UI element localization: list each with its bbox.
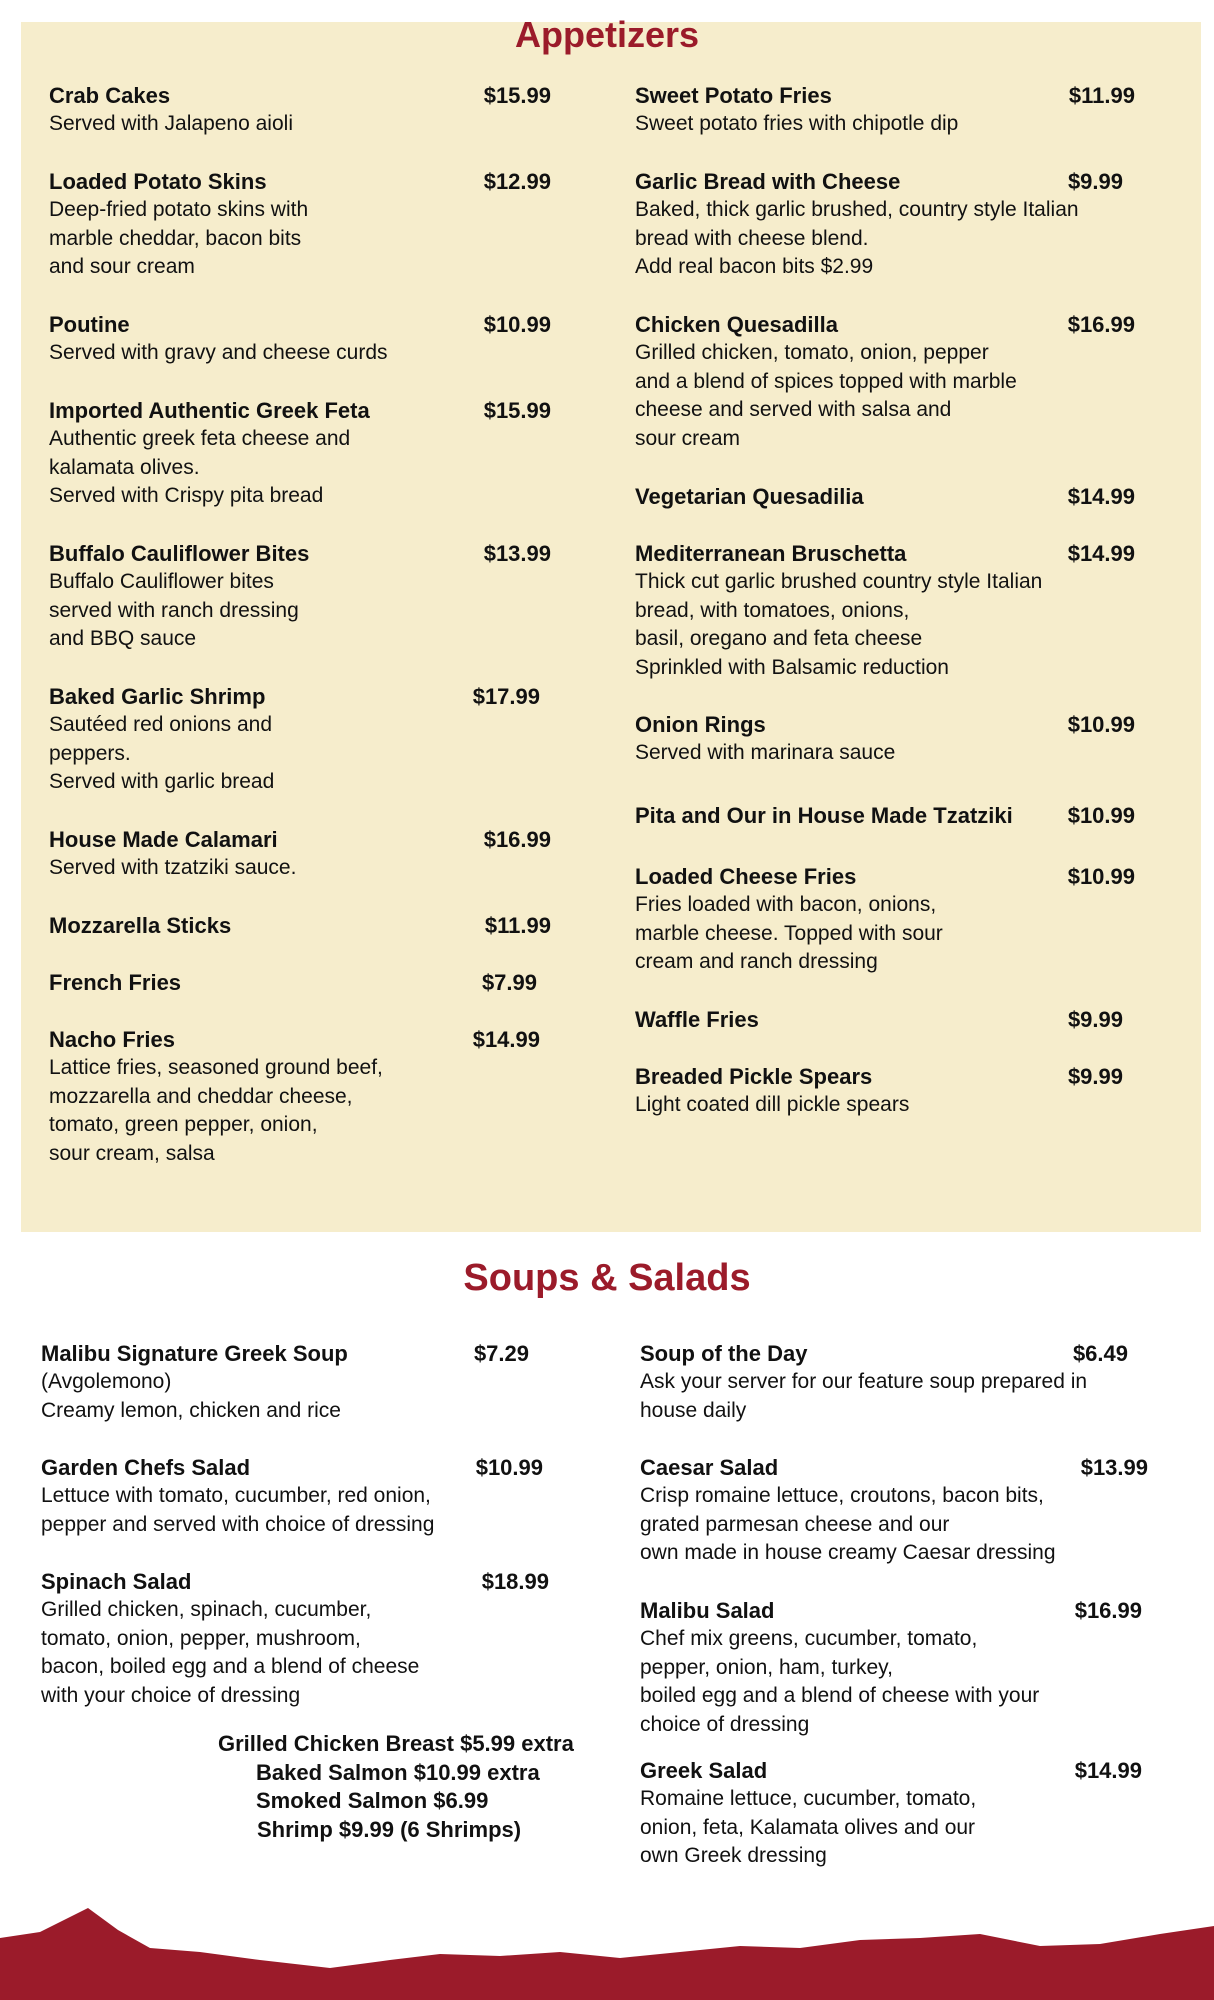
item-name: House Made Calamari xyxy=(49,827,278,852)
item-price: $10.99 xyxy=(1067,803,1135,828)
menu-item xyxy=(49,1026,540,1168)
item-name: Malibu Signature Greek Soup xyxy=(41,1341,348,1366)
item-name: Nacho Fries xyxy=(49,1027,175,1052)
item-name: Chicken Quesadilla xyxy=(635,312,838,337)
menu-item xyxy=(49,540,551,654)
menu-item xyxy=(640,1597,1142,1739)
menu-item xyxy=(49,311,551,368)
item-description: (Avgolemono) Creamy lemon, chicken and rice xyxy=(41,1370,341,1422)
menu-item xyxy=(41,1454,543,1539)
menu-item xyxy=(635,1063,1123,1120)
item-name: Garden Chefs Salad xyxy=(41,1455,251,1480)
menu-item xyxy=(635,1006,1123,1034)
menu-item xyxy=(49,82,551,139)
item-name: Spinach Salad xyxy=(41,1569,192,1594)
menu-item xyxy=(635,168,1135,282)
item-name: Onion Rings xyxy=(635,712,766,737)
menu-item xyxy=(640,1454,1148,1568)
item-name: Soup of the Day xyxy=(640,1341,808,1366)
item-price: $16.99 xyxy=(1074,1598,1142,1623)
item-description: Thick cut garlic brushed country style Italian bread, with tomatoes, onions, basil, oregano and feta cheese Sprinkled with Balsamic reduction xyxy=(635,570,1043,679)
item-price: $9.99 xyxy=(1067,1007,1123,1032)
soups-salads-title: Soups & Salads xyxy=(463,1257,751,1299)
item-name: Malibu Salad xyxy=(640,1598,775,1623)
item-name: Baked Garlic Shrimp xyxy=(49,684,266,709)
item-price: $18.99 xyxy=(481,1569,549,1594)
item-price: $17.99 xyxy=(472,684,540,709)
item-description: Sautéed red onions and peppers. Served with garlic bread xyxy=(49,713,275,793)
item-description: Buffalo Cauliflower bites served with ranch dressing and BBQ sauce xyxy=(49,570,299,650)
item-price: $6.49 xyxy=(1072,1341,1128,1366)
item-name: Pita and Our in House Made Tzatziki xyxy=(635,803,1013,828)
item-description: Baked, thick garlic brushed, country style Italian bread with cheese blend. Add real bacon bits $2.99 xyxy=(635,198,1079,278)
item-name: Crab Cakes xyxy=(49,83,171,108)
menu-item xyxy=(635,802,1135,830)
item-name: Mozzarella Sticks xyxy=(49,913,232,938)
item-name: Loaded Potato Skins xyxy=(49,169,267,194)
item-description: Crisp romaine lettuce, croutons, bacon bits, grated parmesan cheese and our own made in house creamy Caesar dressing xyxy=(640,1484,1056,1564)
item-name: Waffle Fries xyxy=(635,1007,759,1032)
menu-item xyxy=(635,711,1135,768)
menu-item xyxy=(49,969,537,997)
menu-item xyxy=(640,1340,1128,1425)
item-price: $14.99 xyxy=(1074,1758,1142,1783)
item-description: Grilled chicken, spinach, cucumber, tomato, onion, pepper, mushroom, bacon, boiled egg and a blend of cheese with your choice of dressing xyxy=(41,1598,420,1707)
item-price: $12.99 xyxy=(483,169,551,194)
item-name: Mediterranean Bruschetta xyxy=(635,541,907,566)
extra-option: Baked Salmon $10.99 extra xyxy=(256,1759,540,1785)
item-price: $13.99 xyxy=(1080,1455,1148,1480)
item-description: Served with tzatziki sauce. xyxy=(49,856,297,879)
item-description: Lettuce with tomato, cucumber, red onion, pepper and served with choice of dressing xyxy=(41,1484,435,1536)
menu-item xyxy=(635,483,1135,511)
item-price: $14.99 xyxy=(1067,484,1135,509)
item-price: $10.99 xyxy=(483,312,551,337)
item-name: Sweet Potato Fries xyxy=(635,83,832,108)
item-description: Ask your server for our feature soup prepared in house daily xyxy=(640,1370,1088,1422)
menu-item xyxy=(41,1340,529,1425)
item-price: $13.99 xyxy=(483,541,551,566)
item-name: French Fries xyxy=(49,970,182,995)
extra-option: Grilled Chicken Breast $5.99 extra xyxy=(218,1731,574,1756)
item-price: $10.99 xyxy=(1067,712,1135,737)
menu-item xyxy=(635,540,1135,682)
item-name: Caesar Salad xyxy=(640,1455,779,1480)
item-price: $11.99 xyxy=(1068,83,1135,108)
menu-item xyxy=(49,826,551,883)
item-price: $15.99 xyxy=(483,83,551,108)
item-price: $7.29 xyxy=(473,1341,529,1366)
item-price: $14.99 xyxy=(1067,541,1135,566)
item-price: $9.99 xyxy=(1067,1064,1123,1089)
item-description: Authentic greek feta cheese and kalamata olives. Served with Crispy pita bread xyxy=(49,427,351,507)
item-price: $11.99 xyxy=(484,913,551,938)
item-price: $15.99 xyxy=(483,398,551,423)
item-price: $16.99 xyxy=(483,827,551,852)
menu-item xyxy=(49,397,551,511)
item-description: Chef mix greens, cucumber, tomato, pepper, onion, ham, turkey, boiled egg and a blend of cheese with your choice of dressing xyxy=(640,1627,1040,1736)
item-description: Grilled chicken, tomato, onion, pepper and a blend of spices topped with marble cheese and served with salsa and sour cream xyxy=(635,341,1017,450)
menu-item xyxy=(49,683,540,797)
item-description: Fries loaded with bacon, onions, marble cheese. Topped with sour cream and ranch dressing xyxy=(635,893,943,973)
item-description: Deep-fried potato skins with marble cheddar, bacon bits and sour cream xyxy=(49,198,309,278)
menu-item xyxy=(635,863,1135,977)
item-description: Light coated dill pickle spears xyxy=(635,1093,910,1116)
item-name: Greek Salad xyxy=(640,1758,768,1783)
item-name: Vegetarian Quesadilia xyxy=(635,484,864,509)
item-name: Breaded Pickle Spears xyxy=(635,1064,873,1089)
item-price: $16.99 xyxy=(1067,312,1135,337)
menu-item xyxy=(640,1757,1142,1871)
extra-option: Shrimp $9.99 (6 Shrimps) xyxy=(257,1816,522,1842)
mountain-shape xyxy=(0,1908,1214,2000)
item-description: Lattice fries, seasoned ground beef, mozzarella and cheddar cheese, tomato, green pepper, onion, sour cream, salsa xyxy=(49,1056,383,1165)
item-name: Loaded Cheese Fries xyxy=(635,864,857,889)
menu-item xyxy=(41,1568,549,1710)
menu-item xyxy=(49,168,551,282)
item-name: Poutine xyxy=(49,312,130,337)
menu-item xyxy=(635,82,1135,139)
item-description: Served with Jalapeno aioli xyxy=(49,112,293,135)
item-name: Buffalo Cauliflower Bites xyxy=(49,541,310,566)
menu-item xyxy=(49,912,551,940)
item-price: $10.99 xyxy=(475,1455,543,1480)
item-description: Sweet potato fries with chipotle dip xyxy=(635,112,959,135)
item-description: Served with marinara sauce xyxy=(635,741,896,764)
item-price: $9.99 xyxy=(1067,169,1123,194)
item-description: Served with gravy and cheese curds xyxy=(49,341,388,364)
item-price: $14.99 xyxy=(472,1027,540,1052)
item-price: $10.99 xyxy=(1067,864,1135,889)
mountain-silhouette xyxy=(0,1890,1214,2000)
appetizers-title: Appetizers xyxy=(514,14,700,55)
extras-list xyxy=(180,1730,640,1844)
item-name: Garlic Bread with Cheese xyxy=(635,169,901,194)
menu-item xyxy=(635,311,1135,453)
item-name: Imported Authentic Greek Feta xyxy=(49,398,370,423)
item-price: $7.99 xyxy=(481,970,537,995)
item-description: Romaine lettuce, cucumber, tomato, onion, feta, Kalamata olives and our own Greek dressing xyxy=(640,1787,977,1867)
extra-option: Smoked Salmon $6.99 xyxy=(256,1788,489,1813)
